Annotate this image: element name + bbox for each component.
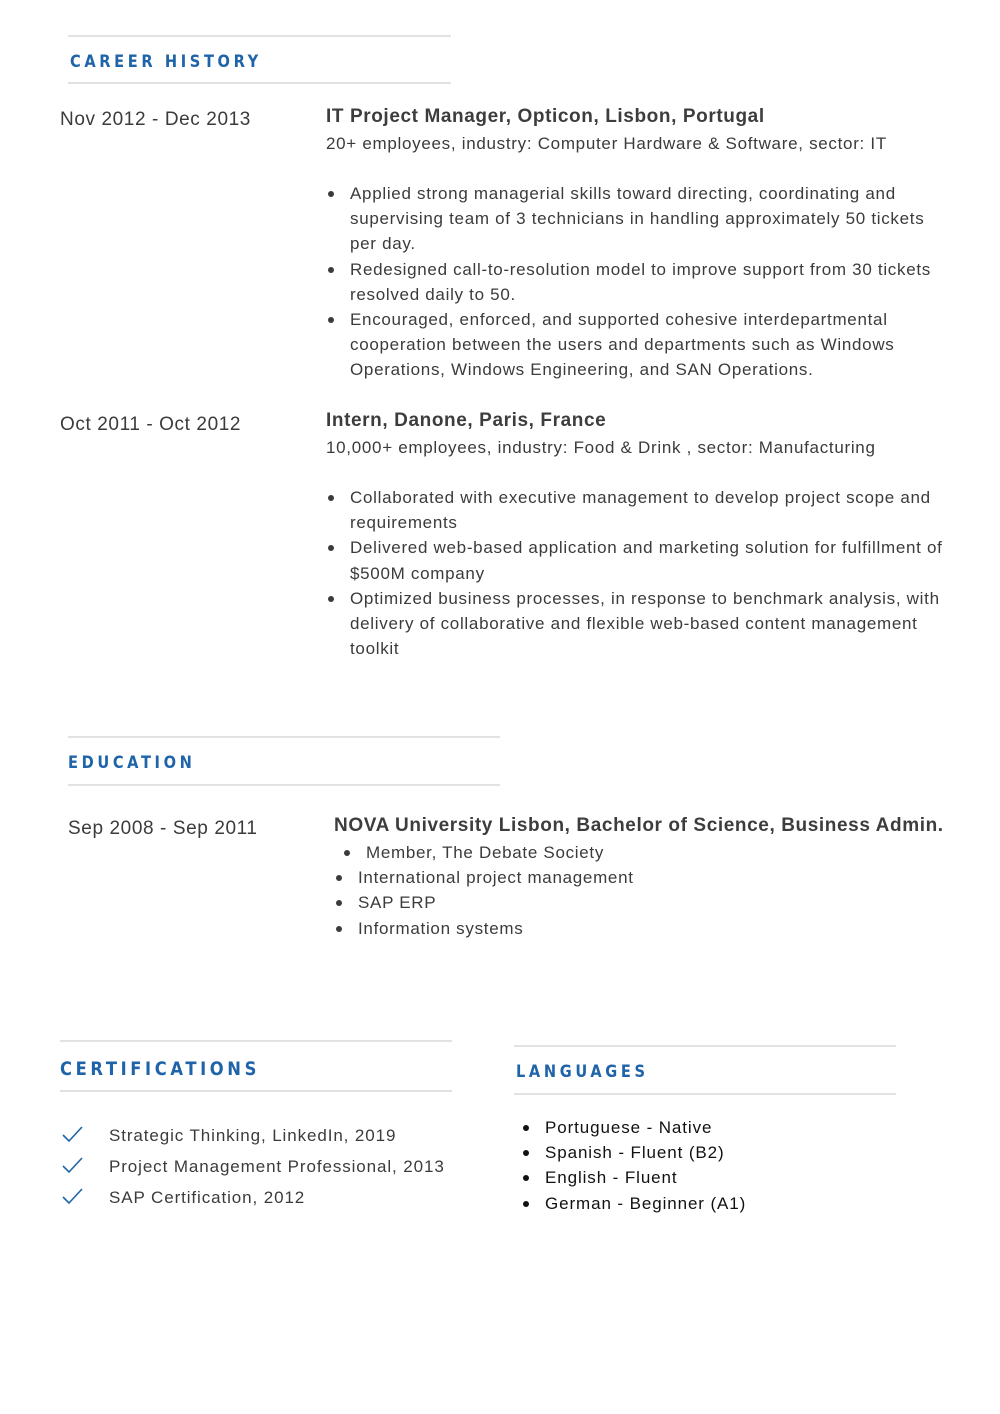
section-heading: LANGUAGES	[516, 1062, 649, 1082]
list-item: Encouraged, enforced, and supported cohesive interdepartmental cooperation between the users and departments such as Windows Operations, Windows Engineering, and SAN Operations.	[326, 307, 956, 383]
job-title: IT Project Manager, Opticon, Lisbon, Portugal	[326, 106, 765, 127]
list-item: Member, The Debate Society	[342, 840, 954, 865]
divider	[60, 1040, 452, 1042]
section-heading: CAREER HISTORY	[70, 52, 262, 72]
certification-label: Project Management Professional, 2013	[109, 1157, 445, 1177]
education-title: NOVA University Lisbon, Bachelor of Science, Business Admin.	[334, 815, 944, 836]
divider	[68, 35, 451, 37]
job-subtitle: 10,000+ employees, industry: Food & Drink , sector: Manufacturing	[326, 438, 876, 457]
job-bullets	[326, 485, 956, 661]
list-item: Optimized business processes, in response to benchmark analysis, with delivery of collaborative and flexible web-based content management toolkit	[326, 586, 956, 662]
list-item: SAP ERP	[334, 890, 954, 915]
job-title: Intern, Danone, Paris, France	[326, 410, 607, 431]
list-item: Portuguese - Native	[514, 1115, 914, 1140]
section-heading: EDUCATION	[68, 753, 196, 773]
education-dates: Sep 2008 - Sep 2011	[68, 818, 258, 839]
education-bullets	[334, 840, 954, 941]
divider	[68, 82, 451, 84]
list-item: Collaborated with executive management to develop project scope and requirements	[326, 485, 956, 535]
check-icon	[62, 1125, 84, 1143]
list-item: International project management	[334, 865, 954, 890]
list-item: Applied strong managerial skills toward directing, coordinating and supervising team of 3 technicians in handling approximately 50 tickets per day.	[326, 181, 956, 257]
job-dates: Nov 2012 - Dec 2013	[60, 109, 251, 130]
list-item	[60, 1182, 480, 1213]
list-item: Redesigned call-to-resolution model to improve support from 30 tickets resolved daily to 50.	[326, 257, 956, 307]
check-icon	[62, 1156, 84, 1174]
job-dates: Oct 2011 - Oct 2012	[60, 414, 242, 435]
certifications-list	[60, 1120, 480, 1214]
check-icon	[62, 1187, 84, 1205]
list-item	[60, 1151, 480, 1182]
list-item: German - Beginner (A1)	[514, 1191, 914, 1216]
job-subtitle: 20+ employees, industry: Computer Hardware & Software, sector: IT	[326, 134, 887, 153]
job-bullets	[326, 181, 956, 383]
list-item: Delivered web-based application and marketing solution for fulfillment of $500M company	[326, 535, 956, 585]
list-item: Information systems	[334, 916, 954, 941]
divider	[60, 1090, 452, 1092]
divider	[514, 1045, 896, 1047]
certification-label: Strategic Thinking, LinkedIn, 2019	[109, 1126, 397, 1145]
list-item: Spanish - Fluent (B2)	[514, 1140, 914, 1165]
list-item	[60, 1120, 480, 1151]
section-heading: CERTIFICATIONS	[60, 1058, 260, 1080]
certification-label: SAP Certification, 2012	[109, 1188, 306, 1208]
divider	[68, 736, 500, 738]
languages-list	[514, 1115, 914, 1216]
list-item: English - Fluent	[514, 1165, 914, 1190]
divider	[514, 1093, 896, 1095]
divider	[68, 784, 500, 786]
